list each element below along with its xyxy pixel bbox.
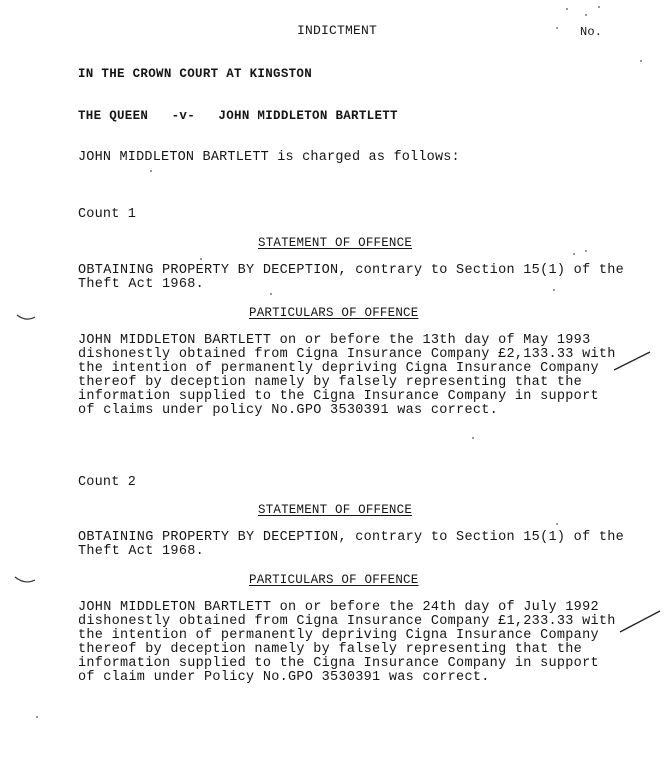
count-1-label: Count 1 — [78, 207, 137, 222]
count-2-particulars-heading: PARTICULARS OF OFFENCE — [249, 573, 419, 587]
count-2-particulars-line: the intention of permanently depriving Cigna Insurance Company — [78, 628, 599, 643]
scan-speck — [585, 250, 587, 252]
charged-line: JOHN MIDDLETON BARTLETT is charged as follows: — [78, 150, 460, 165]
scan-speck — [598, 6, 600, 8]
scan-speck — [270, 293, 272, 295]
count-1-particulars-line: the intention of permanently depriving Cigna Insurance Company — [78, 361, 599, 376]
count-2-particulars-line: dishonestly obtained from Cigna Insurance Company £1,233.33 with — [78, 614, 616, 629]
scan-speck — [472, 437, 474, 439]
count-2-particulars-line: information supplied to the Cigna Insurance Company in support — [78, 656, 599, 671]
count-2-particulars-line: of claim under Policy No.GPO 3530391 was correct. — [78, 670, 490, 685]
count-2-statement — [78, 530, 625, 559]
scan-speck — [200, 258, 202, 260]
punch-hole-mark — [14, 574, 36, 586]
count-1-statement-line: Theft Act 1968. — [78, 277, 205, 292]
punch-hole-mark — [16, 312, 36, 322]
count-1-statement-heading: STATEMENT OF OFFENCE — [258, 236, 413, 250]
scan-speck — [553, 289, 555, 291]
count-1-statement — [78, 263, 625, 292]
count-1-particulars-line: thereof by deception namely by falsely representing that the — [78, 375, 583, 390]
scan-speck — [556, 27, 558, 29]
count-1-particulars-line: of claims under policy No.GPO 3530391 was correct. — [78, 403, 499, 418]
scan-speck — [566, 8, 568, 10]
margin-tick-mark — [618, 608, 662, 636]
count-2-particulars-line: thereof by deception namely by falsely representing that the — [78, 642, 583, 657]
scan-speck — [556, 523, 558, 525]
count-2-statement-line: Theft Act 1968. — [78, 544, 205, 559]
indictment-number-label: No. — [580, 25, 603, 39]
count-1-statement-line: OBTAINING PROPERTY BY DECEPTION, contrary to Section 15(1) of the — [78, 263, 625, 278]
scan-speck — [640, 60, 642, 62]
scan-speck — [573, 253, 575, 255]
count-2-label: Count 2 — [78, 475, 137, 490]
count-2-particulars — [78, 600, 616, 685]
scan-speck — [585, 14, 587, 16]
count-1-particulars-heading: PARTICULARS OF OFFENCE — [249, 306, 419, 320]
count-1-particulars-line: dishonestly obtained from Cigna Insurance Company £2,133.33 with — [78, 347, 616, 362]
document-title: INDICTMENT — [297, 23, 378, 38]
count-2-statement-line: OBTAINING PROPERTY BY DECEPTION, contrary to Section 15(1) of the — [78, 530, 625, 545]
court-heading: IN THE CROWN COURT AT KINGSTON — [78, 67, 313, 81]
scan-speck — [150, 170, 152, 172]
case-title: THE QUEEN -v- JOHN MIDDLETON BARTLETT — [78, 109, 398, 123]
count-2-particulars-line: JOHN MIDDLETON BARTLETT on or before the 24th day of July 1992 — [78, 600, 599, 615]
scan-speck — [36, 716, 38, 718]
count-1-particulars-line: JOHN MIDDLETON BARTLETT on or before the 13th day of May 1993 — [78, 333, 591, 348]
count-1-particulars-line: information supplied to the Cigna Insurance Company in support — [78, 389, 599, 404]
count-2-statement-heading: STATEMENT OF OFFENCE — [258, 503, 413, 517]
margin-tick-mark — [612, 348, 652, 374]
count-1-particulars — [78, 333, 616, 418]
